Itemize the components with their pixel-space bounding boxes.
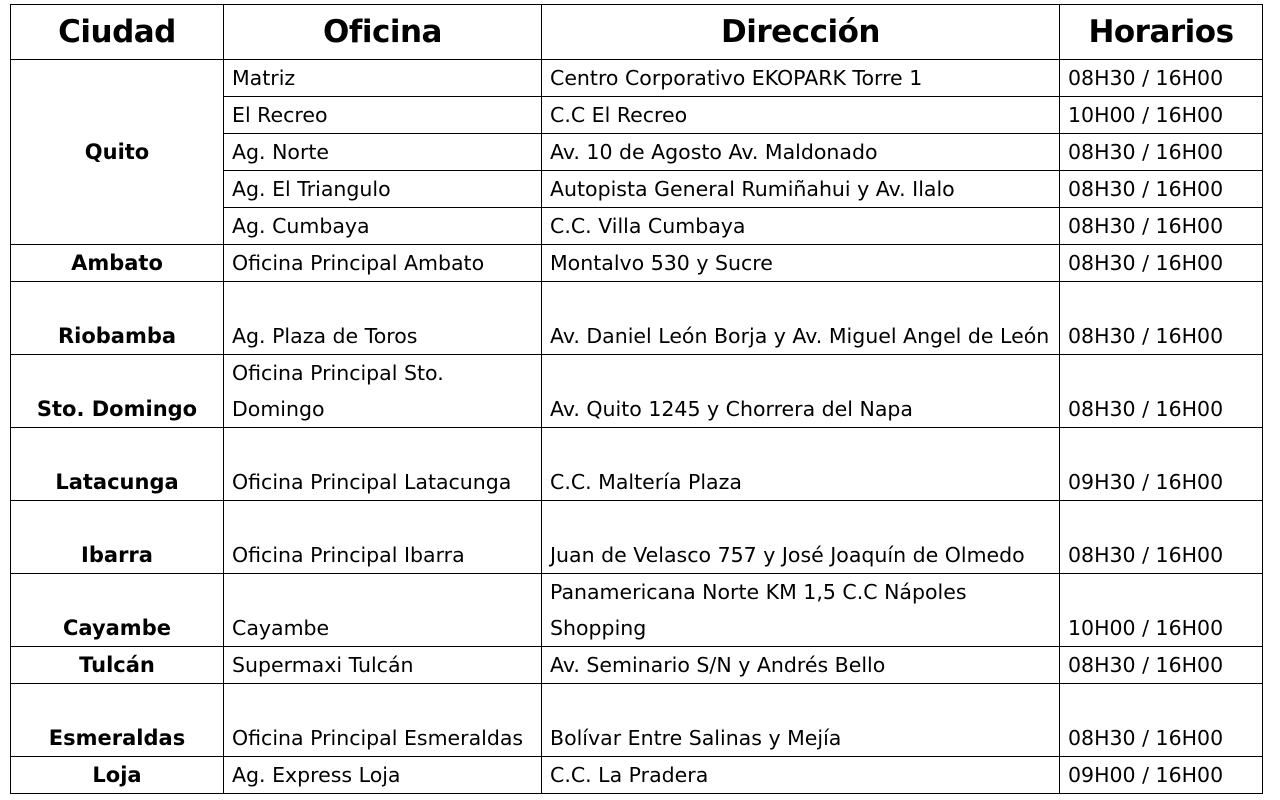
table-row	[11, 282, 1263, 355]
hours-cell: 09H30 / 16H00	[1060, 428, 1263, 501]
city-cell: Riobamba	[11, 282, 224, 355]
address-cell: Panamericana Norte KM 1,5 C.C Nápoles Shopping	[542, 574, 1060, 647]
hours-cell: 10H00 / 16H00	[1060, 97, 1263, 134]
office-cell: El Recreo	[224, 97, 542, 134]
hours-cell: 08H30 / 16H00	[1060, 684, 1263, 757]
hours-cell: 08H30 / 16H00	[1060, 355, 1263, 428]
address-cell: C.C. La Pradera	[542, 757, 1060, 794]
hours-cell: 08H30 / 16H00	[1060, 282, 1263, 355]
table-row	[11, 684, 1263, 757]
city-cell: Cayambe	[11, 574, 224, 647]
office-cell: Oficina Principal Esmeraldas	[224, 684, 542, 757]
header-row	[11, 5, 1263, 60]
office-cell: Oficina Principal Ibarra	[224, 501, 542, 574]
city-cell: Tulcán	[11, 647, 224, 684]
office-cell: Cayambe	[224, 574, 542, 647]
hours-cell: 08H30 / 16H00	[1060, 501, 1263, 574]
header-city: Ciudad	[11, 5, 224, 60]
offices-table	[10, 4, 1263, 794]
address-cell: Juan de Velasco 757 y José Joaquín de Olmedo	[542, 501, 1060, 574]
table-row	[11, 501, 1263, 574]
city-cell: Ibarra	[11, 501, 224, 574]
office-cell: Supermaxi Tulcán	[224, 647, 542, 684]
hours-cell: 08H30 / 16H00	[1060, 208, 1263, 245]
hours-cell: 08H30 / 16H00	[1060, 134, 1263, 171]
table-row	[11, 647, 1263, 684]
hours-cell: 08H30 / 16H00	[1060, 647, 1263, 684]
table-row	[11, 245, 1263, 282]
office-cell: Ag. Express Loja	[224, 757, 542, 794]
address-cell: C.C El Recreo	[542, 97, 1060, 134]
hours-cell: 10H00 / 16H00	[1060, 574, 1263, 647]
address-cell: Autopista General Rumiñahui y Av. Ilalo	[542, 171, 1060, 208]
address-cell: Montalvo 530 y Sucre	[542, 245, 1060, 282]
hours-cell: 08H30 / 16H00	[1060, 60, 1263, 97]
table-row	[11, 355, 1263, 428]
office-cell: Ag. El Triangulo	[224, 171, 542, 208]
address-cell: Centro Corporativo EKOPARK Torre 1	[542, 60, 1060, 97]
hours-cell: 08H30 / 16H00	[1060, 171, 1263, 208]
address-cell: Av. Quito 1245 y Chorrera del Napa	[542, 355, 1060, 428]
address-cell: Av. Seminario S/N y Andrés Bello	[542, 647, 1060, 684]
office-cell: Ag. Cumbaya	[224, 208, 542, 245]
address-cell: Av. 10 de Agosto Av. Maldonado	[542, 134, 1060, 171]
table-row	[11, 60, 1263, 97]
table-row	[11, 428, 1263, 501]
header-hours: Horarios	[1060, 5, 1263, 60]
table-row	[11, 574, 1263, 647]
city-cell: Latacunga	[11, 428, 224, 501]
office-cell: Oficina Principal Sto. Domingo	[224, 355, 542, 428]
address-cell: Av. Daniel León Borja y Av. Miguel Angel de León	[542, 282, 1060, 355]
office-cell: Matriz	[224, 60, 542, 97]
hours-cell: 08H30 / 16H00	[1060, 245, 1263, 282]
header-address: Dirección	[542, 5, 1060, 60]
table-row	[11, 757, 1263, 794]
city-cell: Quito	[11, 60, 224, 245]
hours-cell: 09H00 / 16H00	[1060, 757, 1263, 794]
address-cell: C.C. Villa Cumbaya	[542, 208, 1060, 245]
header-office: Oficina	[224, 5, 542, 60]
address-cell: Bolívar Entre Salinas y Mejía	[542, 684, 1060, 757]
city-cell: Esmeraldas	[11, 684, 224, 757]
office-cell: Ag. Norte	[224, 134, 542, 171]
office-cell: Oficina Principal Latacunga	[224, 428, 542, 501]
city-cell: Ambato	[11, 245, 224, 282]
office-cell: Oficina Principal Ambato	[224, 245, 542, 282]
city-cell: Loja	[11, 757, 224, 794]
office-cell: Ag. Plaza de Toros	[224, 282, 542, 355]
address-cell: C.C. Maltería Plaza	[542, 428, 1060, 501]
city-cell: Sto. Domingo	[11, 355, 224, 428]
